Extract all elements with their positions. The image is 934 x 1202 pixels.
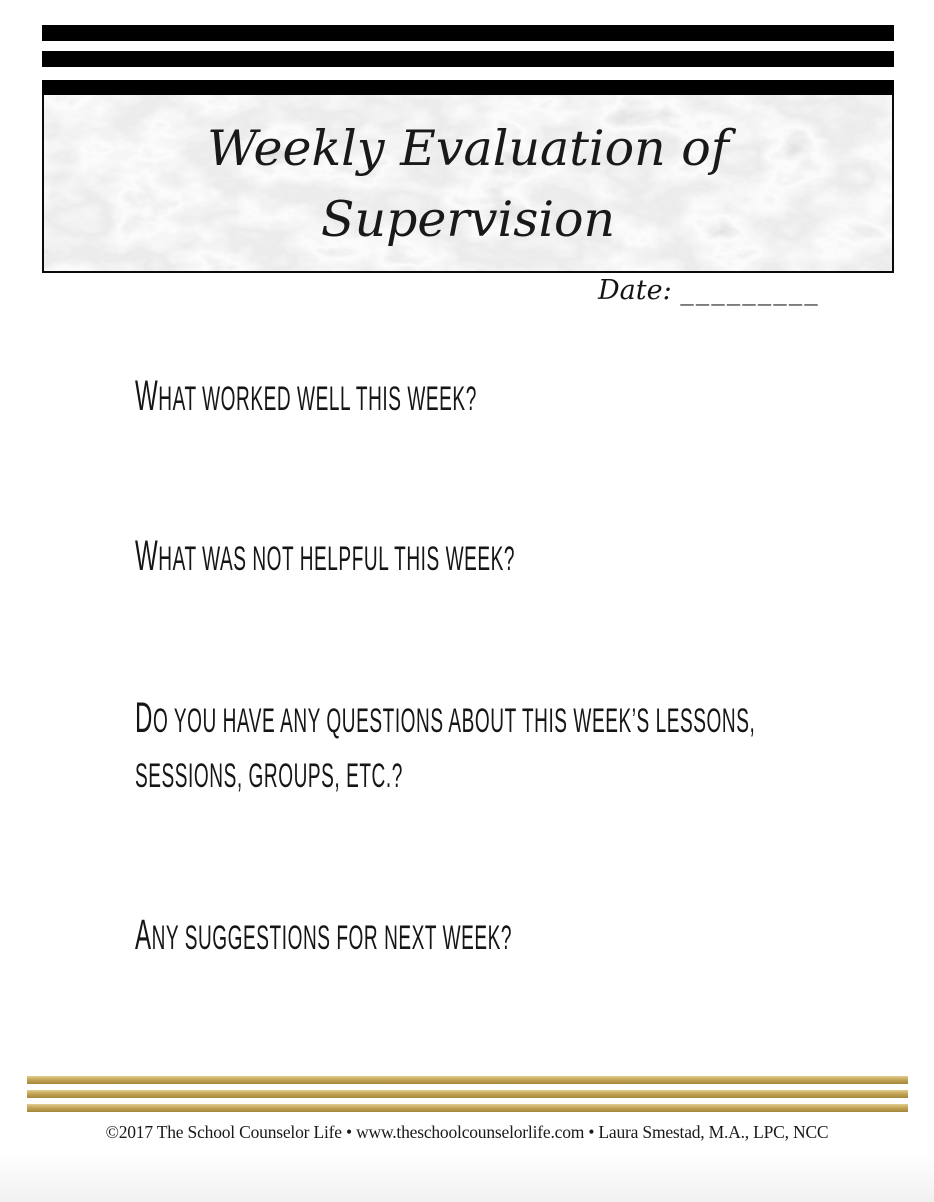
top-black-stripe-2 [42,51,894,67]
page-title-line-2: Supervision [320,191,616,248]
gold-stripe-3 [27,1104,908,1112]
question-text-line-2: SESSIONS, GROUPS, ETC.? [135,757,403,795]
date-field [598,275,820,306]
question-any-questions [135,691,755,804]
question-text: ANY SUGGESTIONS FOR NEXT WEEK? [135,911,513,959]
title-banner [42,80,894,273]
date-label: Date: [598,275,672,306]
footer-credit: ©2017 The School Counselor Life • www.theschoolcounselorlife.com • Laura Smestad, M.A., LPC, NCC [105,1122,829,1142]
question-text: WHAT WAS NOT HELPFUL THIS WEEK? [135,532,516,580]
question-text: WHAT WORKED WELL THIS WEEK? [135,372,477,420]
banner-top-black-bar [42,80,894,95]
question-not-helpful [135,529,515,587]
question-text-line-1: DO YOU HAVE ANY QUESTIONS ABOUT THIS WEEK’S LESSONS, [135,694,756,742]
question-worked-well [135,369,477,427]
gold-stripe-1 [27,1076,908,1084]
question-suggestions [135,908,512,966]
page-title [44,95,892,271]
gold-stripe-2 [27,1090,908,1098]
page-title-line-1: Weekly Evaluation of [207,120,729,177]
marble-texture [44,95,892,271]
top-black-stripe-1 [42,25,894,41]
page-bottom-shading [0,1154,934,1202]
date-blank-line: _________ [680,275,820,306]
